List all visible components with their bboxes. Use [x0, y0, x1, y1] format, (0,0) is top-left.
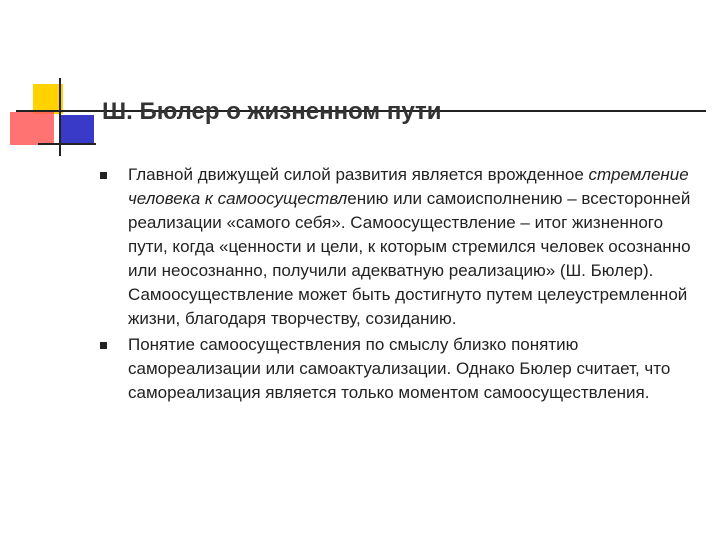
bullet-1-italic: стремление человека к самоосуществл — [128, 165, 689, 208]
bullet-square-icon — [100, 342, 107, 349]
bullet-item-1 — [0, 163, 720, 331]
logo-red-square — [10, 112, 54, 145]
bullet-text-1 — [128, 163, 703, 331]
bullet-1-rest: ению или самоисполнению – всесторонней реализации «самого себя». Самоосуществление – итог жизненного пути, когда «ценности и цели, к которым стремился человек осознанно или неосознанно, получили адекватную реализацию» (Ш. Бюлер). Самоосуществление может быть достигнуто путем целеустремленной жизни, благодаря творчеству, созиданию. — [128, 189, 691, 328]
bullet-text-2: Понятие самоосуществления по смыслу близко понятию самореализации или самоактуализации. Однако Бюлер считает, что самореализация является только моментом самоосуществления. — [128, 335, 671, 402]
bullet-item-2 — [0, 333, 720, 405]
logo-blue-square — [60, 115, 94, 145]
bullet-1-plain: Главной движущей силой развития является врожденное — [128, 165, 589, 184]
bullet-square-icon — [100, 172, 107, 179]
logo-short-line — [38, 143, 96, 145]
bullet-list — [0, 163, 720, 405]
slide-title: Ш. Бюлер о жизненном пути — [102, 98, 442, 125]
